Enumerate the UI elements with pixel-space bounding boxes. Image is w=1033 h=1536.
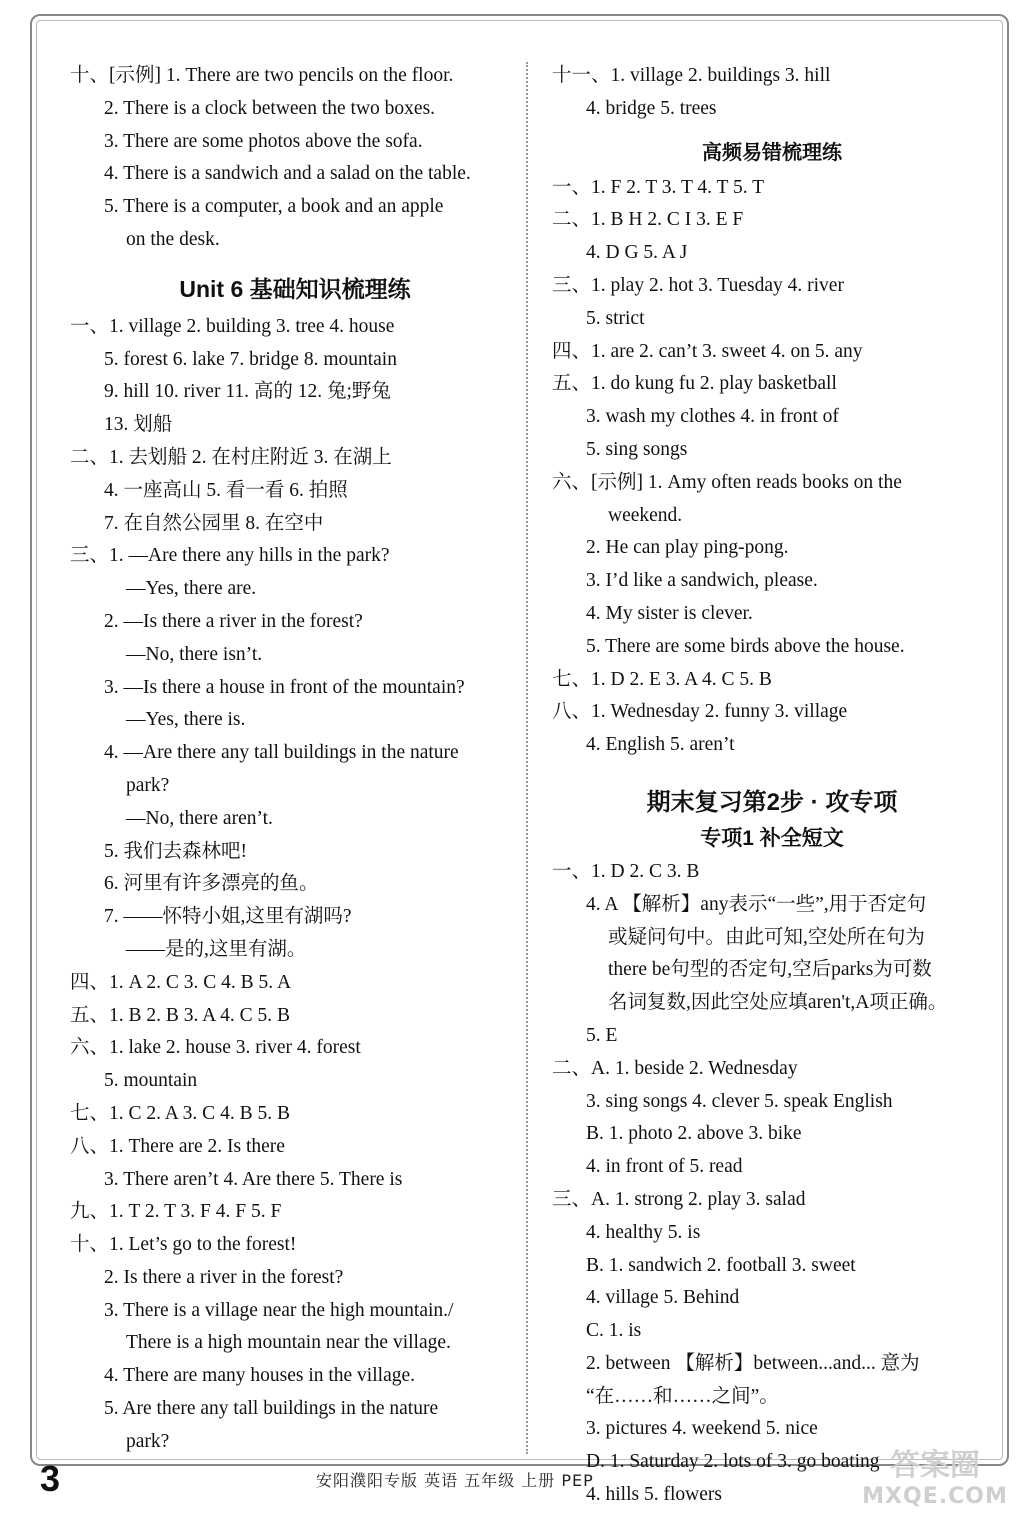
answer-line: 十、1. Let’s go to the forest! (70, 1234, 297, 1256)
answer-line: on the desk. (126, 228, 220, 250)
answer-line: 八、1. There are 2. Is there (70, 1135, 285, 1157)
answer-line: 4. bridge 5. trees (586, 97, 717, 119)
answer-line: 5. E (586, 1024, 618, 1046)
answer-line: 2. He can play ping-pong. (586, 537, 789, 559)
answer-line: —Yes, there are. (126, 578, 257, 600)
answer-line: 十、[示例] 1. There are two pencils on the floor. (70, 65, 454, 86)
answer-line: 4. —Are there any tall buildings in the nature (104, 742, 459, 764)
answer-line: 3. There are some photos above the sofa. (104, 130, 423, 152)
answer-line: 四、1. A 2. C 3. C 4. B 5. A (70, 971, 292, 993)
answer-line: 3. —Is there a house in front of the mountain? (104, 676, 465, 698)
answer-line: there be句型的否定句,空后parks为可数 (608, 959, 932, 981)
section-heading: 专项1 补全短文 (700, 826, 844, 850)
answer-line: 3. I’d like a sandwich, please. (586, 570, 818, 592)
answer-line: 5. There are some birds above the house. (586, 635, 905, 657)
watermark-logo (850, 1440, 1020, 1518)
column-divider (526, 62, 528, 1454)
answer-line: 4. English 5. aren’t (586, 734, 735, 756)
answer-line: 八、1. Wednesday 2. funny 3. village (552, 701, 848, 723)
answer-line: park? (126, 774, 170, 796)
section-heading: Unit 6 基础知识梳理练 (179, 275, 411, 302)
watermark-url: MXQE.COM (862, 1484, 1008, 1509)
answer-line: 5. mountain (104, 1070, 198, 1092)
answer-line: park? (126, 1430, 170, 1452)
answer-line: 5. Are there any tall buildings in the nature (104, 1398, 439, 1420)
answer-line: 2. between 【解析】between...and... 意为 (586, 1352, 920, 1374)
answer-line: 4. village 5. Behind (586, 1287, 740, 1309)
section-heading: 高频易错梳理练 (702, 141, 842, 164)
answer-line: C. 1. is (586, 1320, 642, 1342)
answer-line: 4. hills 5. flowers (586, 1484, 722, 1506)
answer-line: 7. 在自然公园里 8. 在空中 (104, 512, 324, 534)
answer-line: 2. —Is there a river in the forest? (104, 610, 363, 632)
answer-line: B. 1. sandwich 2. football 3. sweet (586, 1254, 856, 1276)
answer-line: —No, there isn’t. (126, 643, 263, 665)
page-number: 3 (40, 1458, 61, 1499)
answer-line: 2. There is a clock between the two boxes. (104, 97, 436, 119)
answer-line: 七、1. D 2. E 3. A 4. C 5. B (552, 668, 772, 690)
answer-line: 或疑问句中。由此可知,空处所在句为 (608, 926, 925, 948)
answer-line: —Yes, there is. (126, 709, 246, 731)
answer-line: 3. sing songs 4. clever 5. speak English (586, 1090, 893, 1112)
answer-line: B. 1. photo 2. above 3. bike (586, 1123, 802, 1145)
answer-line: 4. 一座高山 5. 看一看 6. 拍照 (104, 479, 348, 501)
answer-line: There is a high mountain near the village. (126, 1332, 451, 1354)
left-column (70, 60, 520, 1459)
answer-line: 3. pictures 4. weekend 5. nice (586, 1418, 818, 1440)
answer-line: 三、1. —Are there any hills in the park? (70, 545, 390, 567)
answer-line: 4. A 【解析】any表示“一些”,用于否定句 (586, 893, 927, 915)
answer-line: 4. My sister is clever. (586, 602, 753, 624)
answer-line: 五、1. do kung fu 2. play basketball (552, 373, 837, 395)
answer-line: 9. hill 10. river 11. 高的 12. 兔;野兔 (104, 381, 391, 403)
answer-line: 六、1. lake 2. house 3. river 4. forest (70, 1037, 361, 1059)
answer-line: 2. Is there a river in the forest? (104, 1266, 344, 1288)
answer-line: 十一、1. village 2. buildings 3. hill (552, 65, 831, 86)
answer-line: 六、[示例] 1. Amy often reads books on the (552, 471, 902, 493)
answer-line: 4. D G 5. A J (586, 242, 688, 264)
answer-line: 三、1. play 2. hot 3. Tuesday 4. river (552, 274, 844, 296)
answer-line: 6. 河里有许多漂亮的鱼。 (104, 873, 319, 895)
answer-line: 一、1. village 2. building 3. tree 4. house (70, 315, 395, 337)
answer-line: 七、1. C 2. A 3. C 4. B 5. B (70, 1102, 290, 1124)
answer-line: 四、1. are 2. can’t 3. sweet 4. on 5. any (552, 340, 863, 362)
answer-line: 5. forest 6. lake 7. bridge 8. mountain (104, 348, 397, 370)
answer-line: 3. wash my clothes 4. in front of (586, 406, 839, 428)
answer-line: 五、1. B 2. B 3. A 4. C 5. B (70, 1004, 290, 1026)
answer-line: 二、A. 1. beside 2. Wednesday (552, 1057, 798, 1079)
answer-line: 4. There is a sandwich and a salad on the table. (104, 163, 471, 185)
footer-edition-text: 安阳濮阳专版 英语 五年级 上册 PEP (316, 1471, 594, 1490)
answer-line: D. 1. Saturday 2. lots of 3. go boating (586, 1451, 880, 1473)
answer-line: 5. There is a computer, a book and an apple (104, 196, 444, 218)
watermark-logo-text: 答案圈 (890, 1448, 980, 1483)
answer-line: 5. 我们去森林吧! (104, 840, 247, 862)
right-column (552, 60, 992, 1512)
answer-line: 5. strict (586, 307, 645, 329)
answer-line: —No, there aren’t. (126, 807, 273, 829)
answer-line: 4. in front of 5. read (586, 1156, 743, 1178)
section-heading: 期末复习第2步 · 攻专项 (646, 788, 898, 816)
answer-line: 13. 划船 (104, 414, 173, 436)
answer-line: 3. There is a village near the high mountain./ (104, 1299, 454, 1321)
answer-line: 二、1. B H 2. C I 3. E F (552, 209, 744, 231)
answer-line: 名词复数,因此空处应填aren't,A项正确。 (608, 992, 948, 1014)
answer-line: weekend. (608, 504, 683, 526)
answer-line: 3. There aren’t 4. Are there 5. There is (104, 1168, 403, 1190)
answer-line: 7. ——怀特小姐,这里有湖吗? (104, 906, 352, 928)
answer-line: 4. There are many houses in the village. (104, 1365, 416, 1387)
answer-line: 5. sing songs (586, 438, 688, 460)
answer-line: 三、A. 1. strong 2. play 3. salad (552, 1188, 806, 1210)
answer-line: 一、1. D 2. C 3. B (552, 860, 700, 882)
answer-line: ——是的,这里有湖。 (126, 938, 307, 960)
answer-line: 二、1. 去划船 2. 在村庄附近 3. 在湖上 (70, 446, 392, 468)
answer-line: 4. healthy 5. is (586, 1221, 701, 1243)
answer-line: 一、1. F 2. T 3. T 4. T 5. T (552, 176, 765, 198)
answer-line: “在……和……之间”。 (586, 1385, 779, 1407)
answer-line: 九、1. T 2. T 3. F 4. F 5. F (70, 1201, 282, 1223)
